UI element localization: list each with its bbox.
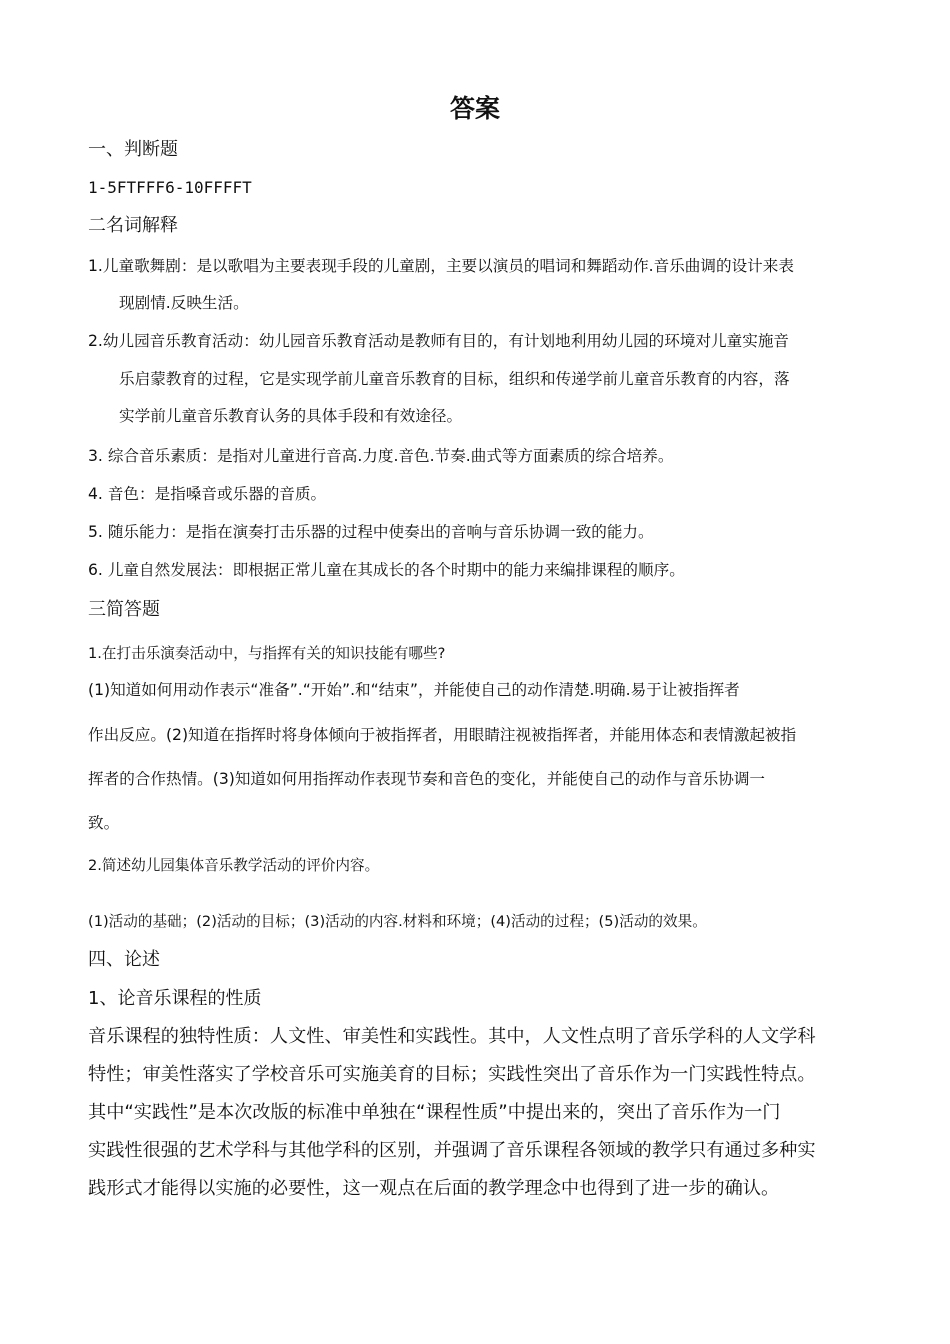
section-heading-short-answer: 三简答题	[88, 599, 160, 620]
definition-item-2-line-1: 2.幼儿园音乐教育活动：幼儿园音乐教育活动是教师有目的，有计划地利用幼儿园的环境对儿童实施音	[88, 332, 790, 350]
section-heading-definitions: 二名词解释	[88, 215, 178, 236]
definition-item-2-line-3: 实学前儿童音乐教育认务的具体手段和有效途径。	[119, 407, 463, 425]
short-answer-question-1: 1.在打击乐演奏活动中，与指挥有关的知识技能有哪些?	[88, 645, 446, 662]
definition-item-1-line-2: 现剧情.反映生活。	[119, 294, 249, 312]
short-answer-1-line-1: (1)知道如何用动作表示“准备”.“开始”.和“结束”，并能使自己的动作清楚.明确.易于让被指挥者	[88, 681, 740, 699]
page-title: 答案	[449, 94, 500, 123]
definition-item-6: 6. 儿童自然发展法：即根据正常儿童在其成长的各个时期中的能力来编排课程的顺序。	[88, 561, 685, 579]
short-answer-1-line-3: 挥者的合作热情。(3)知道如何用指挥动作表现节奏和音色的变化，并能使自己的动作与音乐协调一	[88, 770, 766, 788]
definition-item-5: 5. 随乐能力：是指在演奏打击乐器的过程中使奏出的音响与音乐协调一致的能力。	[88, 523, 654, 541]
essay-subheading: 1、论音乐课程的性质	[88, 988, 262, 1009]
definition-item-1-line-1: 1.儿童歌舞剧：是以歌唱为主要表现手段的儿童剧，主要以演员的唱词和舞蹈动作.音乐曲调的设计来表	[88, 257, 794, 275]
short-answer-2-answer: (1)活动的基础；(2)活动的目标；(3)活动的内容.材料和环境；(4)活动的过程；(5)活动的效果。	[88, 913, 707, 930]
true-false-answers: 1-5FTFFF6-10FFFFT	[88, 178, 252, 197]
essay-paragraph-line-3: 其中“实践性”是本次改版的标准中单独在“课程性质”中提出来的，突出了音乐作为一门	[88, 1102, 781, 1123]
essay-paragraph-line-4: 实践性很强的艺术学科与其他学科的区别，并强调了音乐课程各领域的教学只有通过多种实	[88, 1140, 816, 1161]
essay-paragraph-line-2: 特性；审美性落实了学校音乐可实施美育的目标；实践性突出了音乐作为一门实践性特点。	[88, 1064, 816, 1085]
essay-paragraph-line-5: 践形式才能得以实施的必要性，这一观点在后面的教学理念中也得到了进一步的确认。	[88, 1178, 780, 1199]
section-heading-true-false: 一、判断题	[88, 139, 178, 160]
section-heading-essay: 四、论述	[88, 949, 160, 970]
definition-item-4: 4. 音色：是指嗓音或乐器的音质。	[88, 485, 327, 503]
short-answer-question-2: 2.简述幼儿园集体音乐教学活动的评价内容。	[88, 857, 380, 874]
essay-paragraph-line-1: 音乐课程的独特性质：人文性、审美性和实践性。其中，人文性点明了音乐学科的人文学科	[88, 1026, 816, 1047]
definition-item-3: 3. 综合音乐素质：是指对儿童进行音高.力度.音色.节奏.曲式等方面素质的综合培养。	[88, 447, 674, 465]
definition-item-2-line-2: 乐启蒙教育的过程，它是实现学前儿童音乐教育的目标，组织和传递学前儿童音乐教育的内容，落	[119, 370, 790, 388]
short-answer-1-line-4: 致。	[88, 814, 120, 832]
short-answer-1-line-2: 作出反应。(2)知道在指挥时将身体倾向于被指挥者，用眼睛注视被指挥者，并能用体态和表情激起被指	[88, 726, 797, 744]
